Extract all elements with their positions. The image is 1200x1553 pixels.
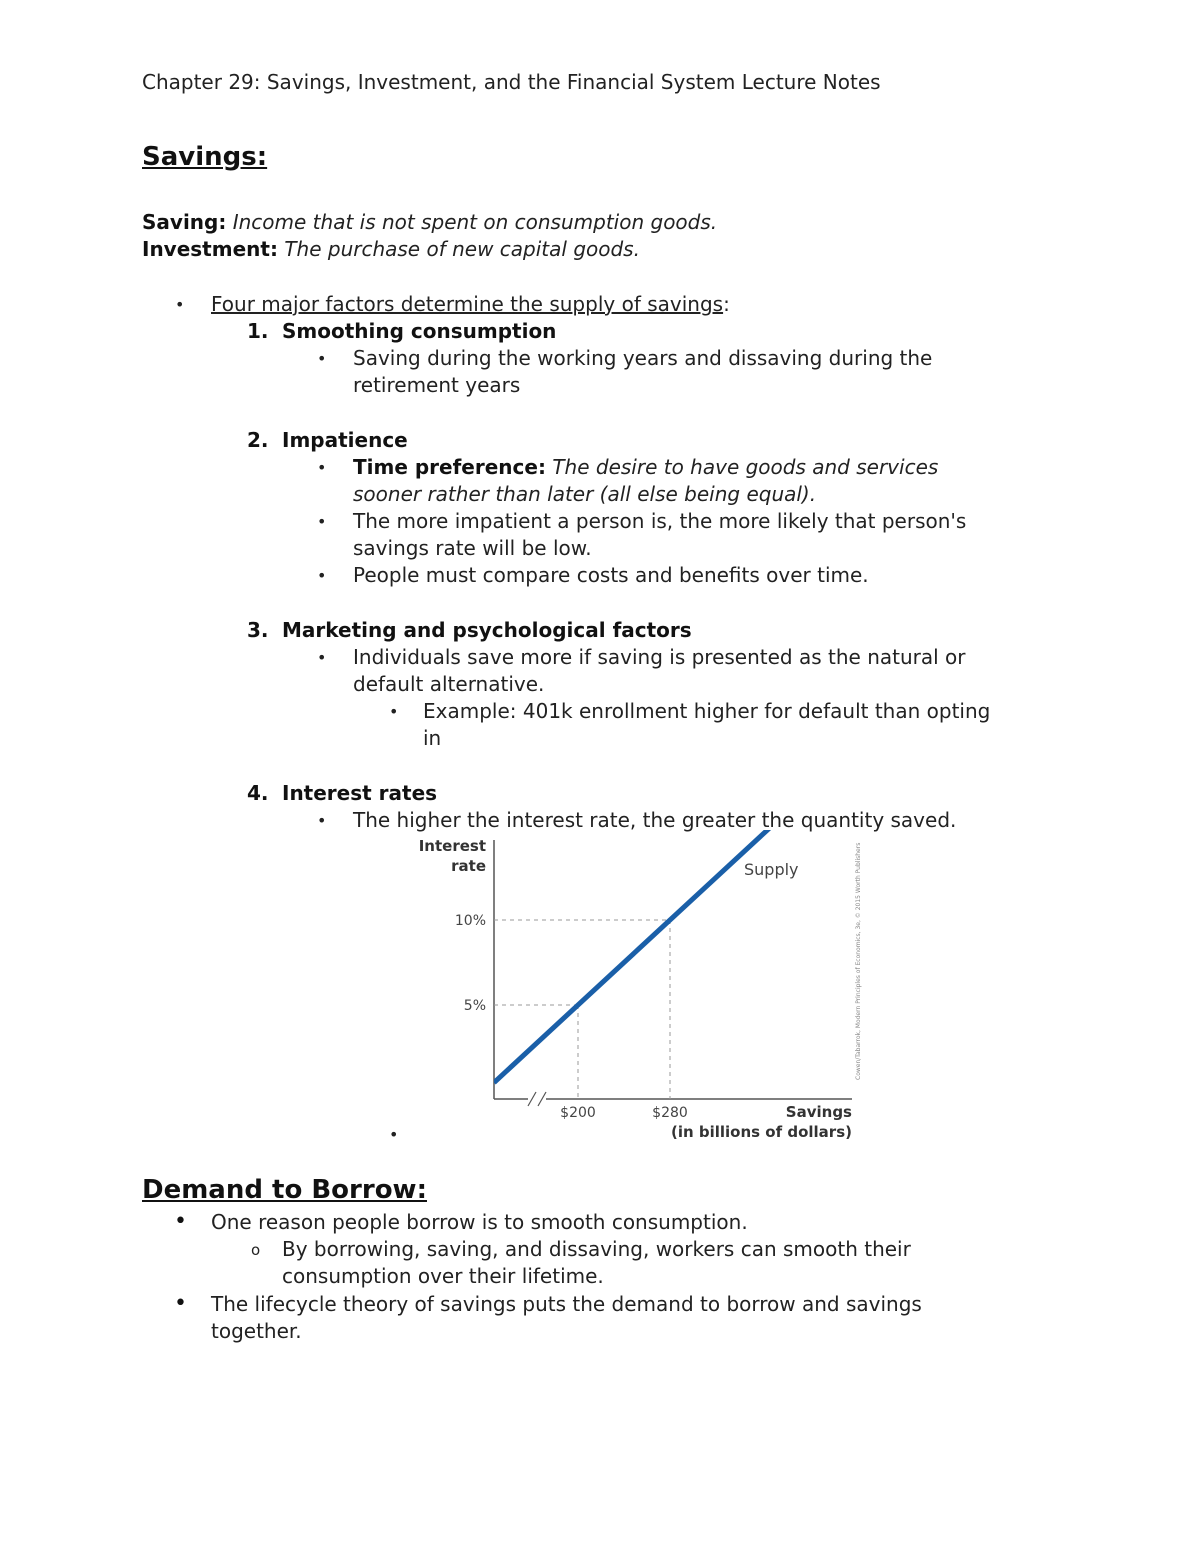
time-preference-line-1 — [353, 454, 938, 481]
borrow-bullet-2-line-1: The lifecycle theory of savings puts the demand to borrow and savings — [211, 1292, 922, 1316]
chart-credit: Cowen/Tabarrok, Modern Principles of Economics, 3e, © 2015 Worth Publishers — [855, 842, 862, 1080]
saving-def: Income that is not spent on consumption goods. — [232, 210, 718, 234]
bullet-icon: • — [389, 1125, 399, 1144]
factors-intro — [211, 291, 730, 318]
borrow-bullet-2-line-2: together. — [211, 1319, 302, 1343]
factor-3-number: 3. — [247, 618, 269, 642]
factor-1-bullet-line-2: retirement years — [353, 373, 521, 397]
y-tick-label-2: 10% — [454, 913, 486, 929]
interest-rate-bullet: The higher the interest rate, the greater the quantity saved. — [353, 808, 957, 832]
bullet-icon: • — [174, 1209, 187, 1234]
investment-definition — [142, 236, 640, 263]
example-subbullet-line-1: Example: 401k enrollment higher for default than opting — [423, 699, 991, 723]
investment-term: Investment: — [142, 237, 278, 261]
impatience-bullet-line-2: savings rate will be low. — [353, 536, 592, 560]
y-axis-label-line-2: rate — [451, 857, 486, 875]
y-tick-label-1: 5% — [463, 998, 486, 1014]
investment-def: The purchase of new capital goods. — [284, 237, 640, 261]
bullet-icon: • — [174, 1291, 187, 1316]
bullet-icon: • — [317, 349, 327, 368]
supply-series-label: Supply — [744, 860, 799, 879]
document-title: Chapter 29: Savings, Investment, and the Financial System Lecture Notes — [142, 70, 881, 94]
example-subbullet-line-2: in — [423, 726, 442, 750]
bullet-icon: • — [317, 566, 327, 585]
bullet-icon: • — [389, 702, 399, 721]
x-axis-label-line-1: Savings — [785, 1103, 852, 1121]
savings-heading: Savings: — [142, 142, 268, 172]
bullet-icon: • — [175, 295, 185, 314]
borrow-subbullet-line-1: By borrowing, saving, and dissaving, workers can smooth their — [282, 1237, 911, 1261]
factors-intro-text: Four major factors determine the supply of savings — [211, 292, 724, 316]
marketing-bullet-line-1: Individuals save more if saving is presented as the natural or — [353, 645, 966, 669]
circle-bullet-icon: o — [251, 1241, 261, 1259]
x-tick-label-1: $200 — [560, 1105, 596, 1121]
bullet-icon: • — [317, 648, 327, 667]
bullet-icon: • — [317, 512, 327, 531]
factor-4-title: Interest rates — [282, 781, 438, 805]
factor-2-title: Impatience — [282, 428, 408, 452]
factor-1-number: 1. — [247, 319, 269, 343]
factor-1-title: Smoothing consumption — [282, 319, 557, 343]
time-preference-def-2: sooner rather than later (all else being equal). — [353, 482, 817, 506]
marketing-bullet-line-2: default alternative. — [353, 672, 545, 696]
impatience-bullet-line-1: The more impatient a person is, the more likely that person's — [353, 509, 967, 533]
borrow-heading: Demand to Borrow: — [142, 1175, 427, 1205]
axis-break-mark-2 — [538, 1092, 546, 1106]
saving-definition — [142, 209, 717, 236]
factor-2-number: 2. — [247, 428, 269, 452]
factors-intro-colon: : — [723, 292, 730, 316]
supply-chart — [400, 830, 880, 1150]
supply-curve — [494, 830, 780, 1083]
factor-1-bullet-line-1: Saving during the working years and dissaving during the — [353, 346, 933, 370]
factor-3-title: Marketing and psychological factors — [282, 618, 692, 642]
bullet-icon: • — [317, 458, 327, 477]
borrow-bullet-1: One reason people borrow is to smooth consumption. — [211, 1210, 748, 1234]
saving-term: Saving: — [142, 210, 227, 234]
time-preference-def-1: The desire to have goods and services — [552, 455, 939, 479]
time-preference-term: Time preference: — [353, 455, 546, 479]
axis-break-mark-1 — [528, 1092, 536, 1106]
y-axis-label-line-1: Interest — [418, 837, 486, 855]
x-axis-label-line-2: (in billions of dollars) — [670, 1123, 852, 1141]
borrow-subbullet-line-2: consumption over their lifetime. — [282, 1264, 604, 1288]
x-tick-label-2: $280 — [652, 1105, 688, 1121]
compare-costs-bullet: People must compare costs and benefits over time. — [353, 563, 869, 587]
factor-4-number: 4. — [247, 781, 269, 805]
bullet-icon: • — [317, 811, 327, 830]
